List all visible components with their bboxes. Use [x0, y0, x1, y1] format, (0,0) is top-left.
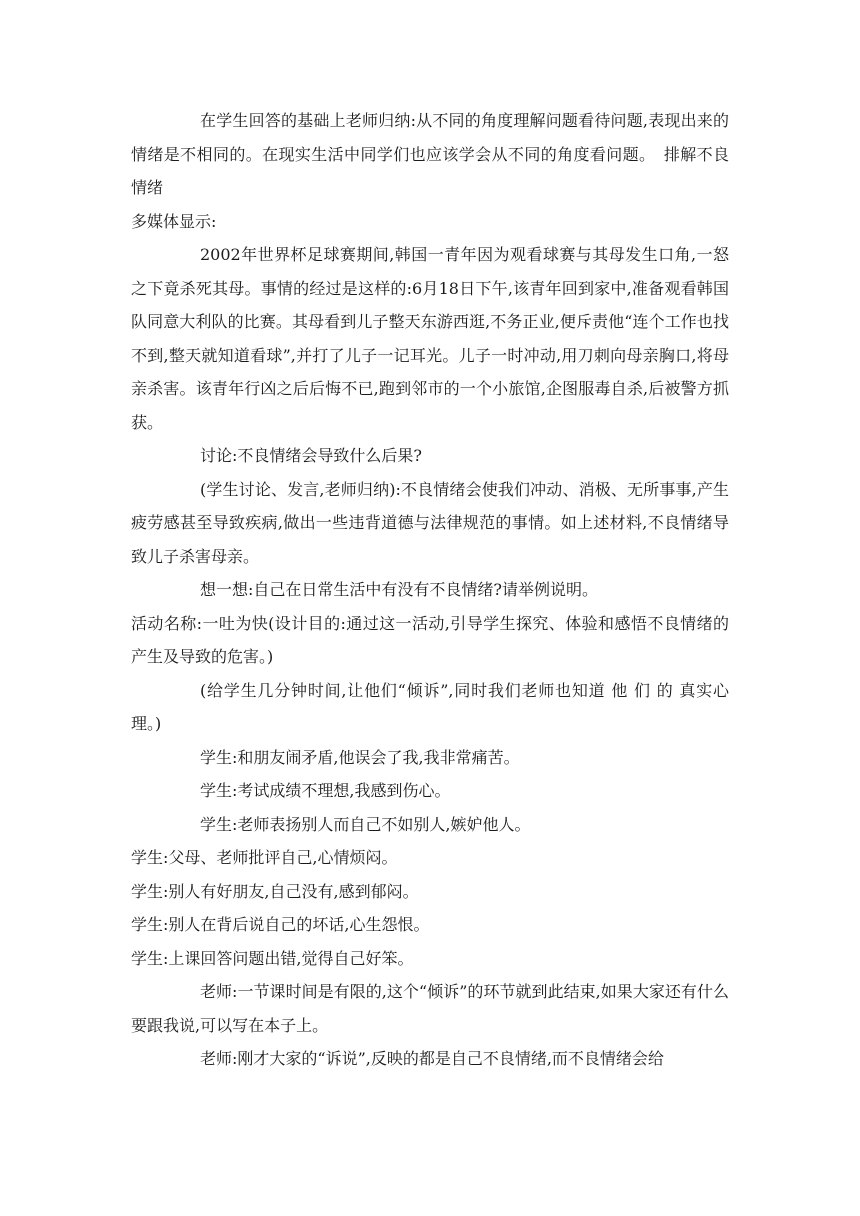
student-reply: 学生:考试成绩不理想,我感到伤心。 [200, 781, 451, 800]
student-reply: 学生:别人有好朋友,自己没有,感到郁闷。 [131, 881, 419, 901]
paragraph-discussion-answer: (学生讨论、发言,老师归纳):不良情绪会使我们冲动、消极、无所事事,产生疲劳感甚至导致疾病,做出一些违背道德与法律规范的事情。如上述材料,不良情绪导致儿子杀害母亲。 [131, 479, 729, 566]
paragraph-activity-note: (给学生几分钟时间,让他们“倾诉”,同时我们老师也知道 他 们 的 真实心理。) [131, 680, 729, 733]
student-reply: 学生:父母、老师批评自己,心情烦闷。 [131, 848, 398, 867]
paragraph-discussion-question: 讨论:不良情绪会导致什么后果? [200, 446, 422, 465]
paragraph-multimedia-label: 多媒体显示: [131, 211, 217, 231]
teacher-reply: 老师:一节课时间是有限的,这个“倾诉”的环节就到此结束,如果大家还有什么要跟我说,可以写在本子上。 [131, 982, 729, 1035]
document-body [131, 104, 729, 1076]
paragraph-teacher-summary: 在学生回答的基础上老师归纳:从不同的角度理解问题看待问题,表现出来的情绪是不相同的。在现实生活中同学们也应该学会从不同的角度看问题。 排解不良情绪 [131, 111, 729, 197]
paragraph-think-prompt: 想一想:自己在日常生活中有没有不良情绪?请举例说明。 [200, 580, 598, 599]
student-reply: 学生:和朋友闹矛盾,他误会了我,我非常痛苦。 [200, 747, 520, 767]
student-reply: 学生:上课回答问题出错,觉得自己好笨。 [131, 948, 414, 968]
teacher-reply: 老师:刚才大家的“诉说”,反映的都是自己不良情绪,而不良情绪会给 [200, 1049, 664, 1068]
student-reply: 学生:老师表扬别人而自己不如别人,嫉妒他人。 [200, 814, 531, 834]
student-reply: 学生:别人在背后说自己的坏话,心生怨恨。 [131, 915, 430, 934]
paragraph-case-story: 2002年世界杯足球赛期间,韩国一青年因为观看球赛与其母发生口角,一怒之下竟杀死其母。事情的经过是这样的:6月18日下午,该青年回到家中,准备观看韩国队同意大利队的比赛。其母看到儿子整天东游西逛,不务正业,便斥责他“连个工作也找不到,整天就知道看球”,并打了儿子一记耳光。儿子一时冲动,用刀刺向母亲胸口,将母亲杀害。该青年行凶之后后悔不已,跑到邻市的一个小旅馆,企图服毒自杀,后被警方抓获。 [131, 245, 729, 432]
paragraph-activity-name: 活动名称:一吐为快(设计目的:通过这一活动,引导学生探究、体验和感悟不良情绪的产生及导致的危害。) [131, 613, 729, 666]
